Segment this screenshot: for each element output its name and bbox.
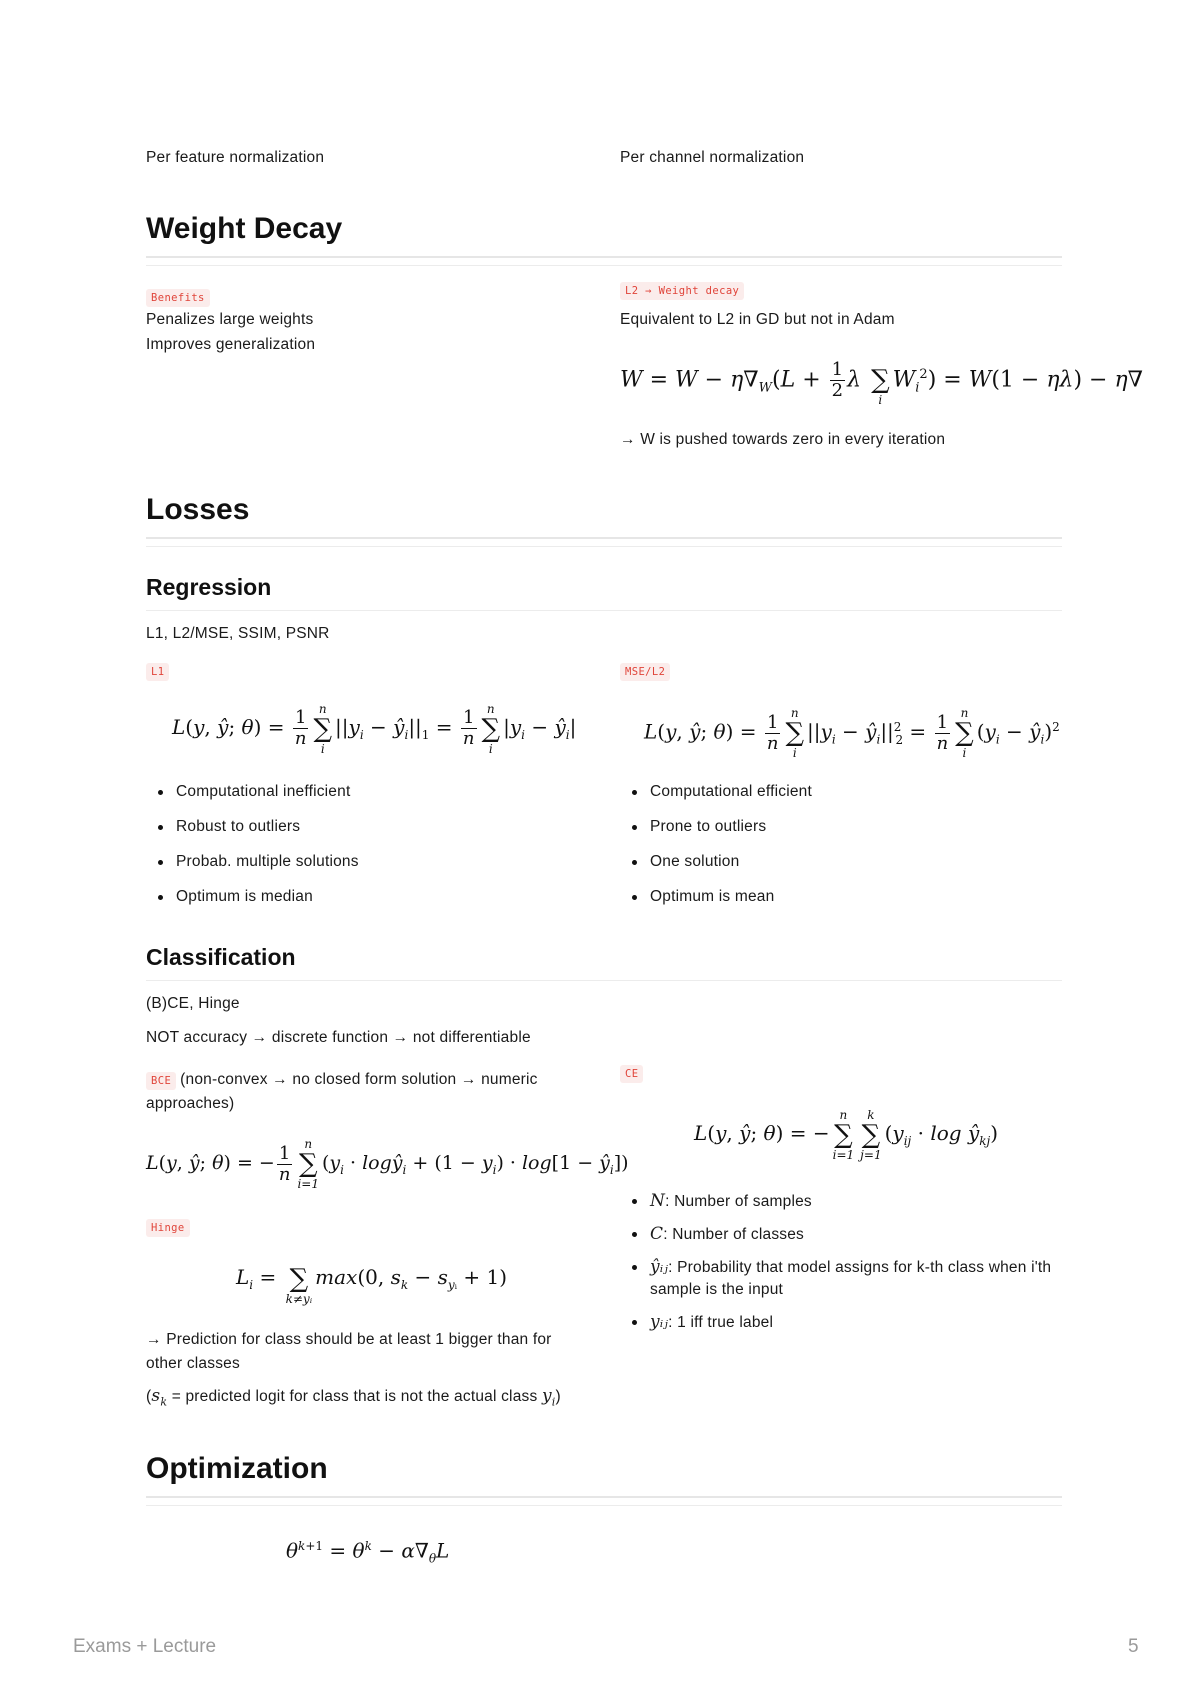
divider [146,256,1062,258]
list-item: Probab. multiple solutions [146,851,586,873]
not-accuracy-text: NOT accuracy → discrete function → not differentiable [146,1029,531,1046]
mse-formula: L(y, ŷ; θ) = $\frac{1}{n}$ n ∑ i $||y_i$ − $ŷ_i||^2_2$ = $\frac{1}{n}$ n ∑ i ($y_i$ − $ŷ_i)^2$ [644,706,1060,761]
l1-formula: L(y, ŷ; θ) = $\frac{1}{n}$ n ∑ i $||y_i$ − $ŷ_i||_1$ = $\frac{1}{n}$ n ∑ i $|y_i$ − $ŷ_i|$ [172,701,577,756]
list-item: One solution [620,851,1060,873]
divider [146,1505,1062,1506]
divider [146,265,1062,266]
optimization-heading: Optimization [146,1452,328,1485]
classification-list: (B)CE, Hinge [146,995,240,1012]
bce-formula: L(y, ŷ; θ) = − $\frac{1}{n}$ n ∑ i=1 ($y_i$ · logŷ$_i$ + $(1 - y_i) \cdot \log[1$ − $ŷ_i$]) [146,1137,629,1191]
hinge-note: → Prediction for class should be at least 1 bigger than for other classes [146,1331,552,1372]
list-item: Prone to outliers [620,816,1060,838]
divider [146,546,1062,547]
ce-formula: L(y, ŷ; θ) = − n ∑ i=1 k ∑ j=1 ($y_{ij} \cdot \log$ $ŷ_{kj}$) [694,1107,999,1162]
weight-decay-formula: $W = W - \eta\nabla_W(L$ + $\frac{1}{2}$ λ ∑ i $W_i^2) = W(1 - \eta\lambda) - \eta\nabla$ [620,358,1144,408]
per-channel-text: Per channel normalization [620,149,805,166]
l1-bullet-list [146,781,586,908]
divider [146,1496,1062,1498]
list-item: ŷᵢⱼ: Probability that model assigns for k-th class when i'th sample is the input [620,1256,1060,1301]
benefits-tag: Benefits [146,288,210,307]
list-item: Optimum is mean [620,886,1060,908]
ce-tag: CE [620,1064,643,1083]
ce-bullet-list [620,1190,1060,1334]
footer-title: Exams + Lecture [73,1636,217,1657]
list-item: Robust to outliers [146,816,586,838]
list-item: yᵢⱼ: 1 iff true label [620,1311,1060,1334]
hinge-note-logit: ($s_k$ = predicted logit for class that is not the actual class $y_i$) [146,1386,561,1409]
pushed-to-zero-text: → W is pushed towards zero in every iteration [620,431,946,448]
weight-decay-heading: Weight Decay [146,212,343,245]
hinge-tag: Hinge [146,1218,190,1237]
bce-tag: BCE [146,1072,176,1090]
hinge-formula: $L_i$ = ∑ k≠yᵢ max(0, $s_k - s_{yᵢ} + 1$) [236,1263,508,1306]
benefit-item: Penalizes large weights [146,311,314,328]
mse-bullet-list [620,781,1060,908]
list-item: C: Number of classes [620,1223,1060,1246]
benefit-item: Improves generalization [146,336,316,353]
mse-tag: MSE/L2 [620,662,670,681]
list-item: Computational inefficient [146,781,586,803]
classification-heading: Classification [146,944,296,970]
page-number: 5 [1128,1636,1139,1657]
list-item: N: Number of samples [620,1190,1060,1213]
divider [146,537,1062,539]
list-item: Optimum is median [146,886,586,908]
equivalent-text: Equivalent to L2 in GD but not in Adam [620,311,895,328]
l1-tag: L1 [146,662,169,681]
bce-description: BCE (non-convex → no closed form solution → numeric approaches) [146,1071,538,1112]
optimization-formula: $\theta^{k+1} = \theta^k - \alpha\nabla_\theta L$ [286,1538,450,1566]
regression-list: L1, L2/MSE, SSIM, PSNR [146,625,330,642]
per-feature-text: Per feature normalization [146,149,325,166]
divider [146,980,1062,981]
list-item: Computational efficient [620,781,1060,803]
losses-heading: Losses [146,493,250,526]
divider [146,610,1062,611]
l2-weight-decay-tag: L2 → Weight decay [620,281,744,300]
regression-heading: Regression [146,574,272,600]
